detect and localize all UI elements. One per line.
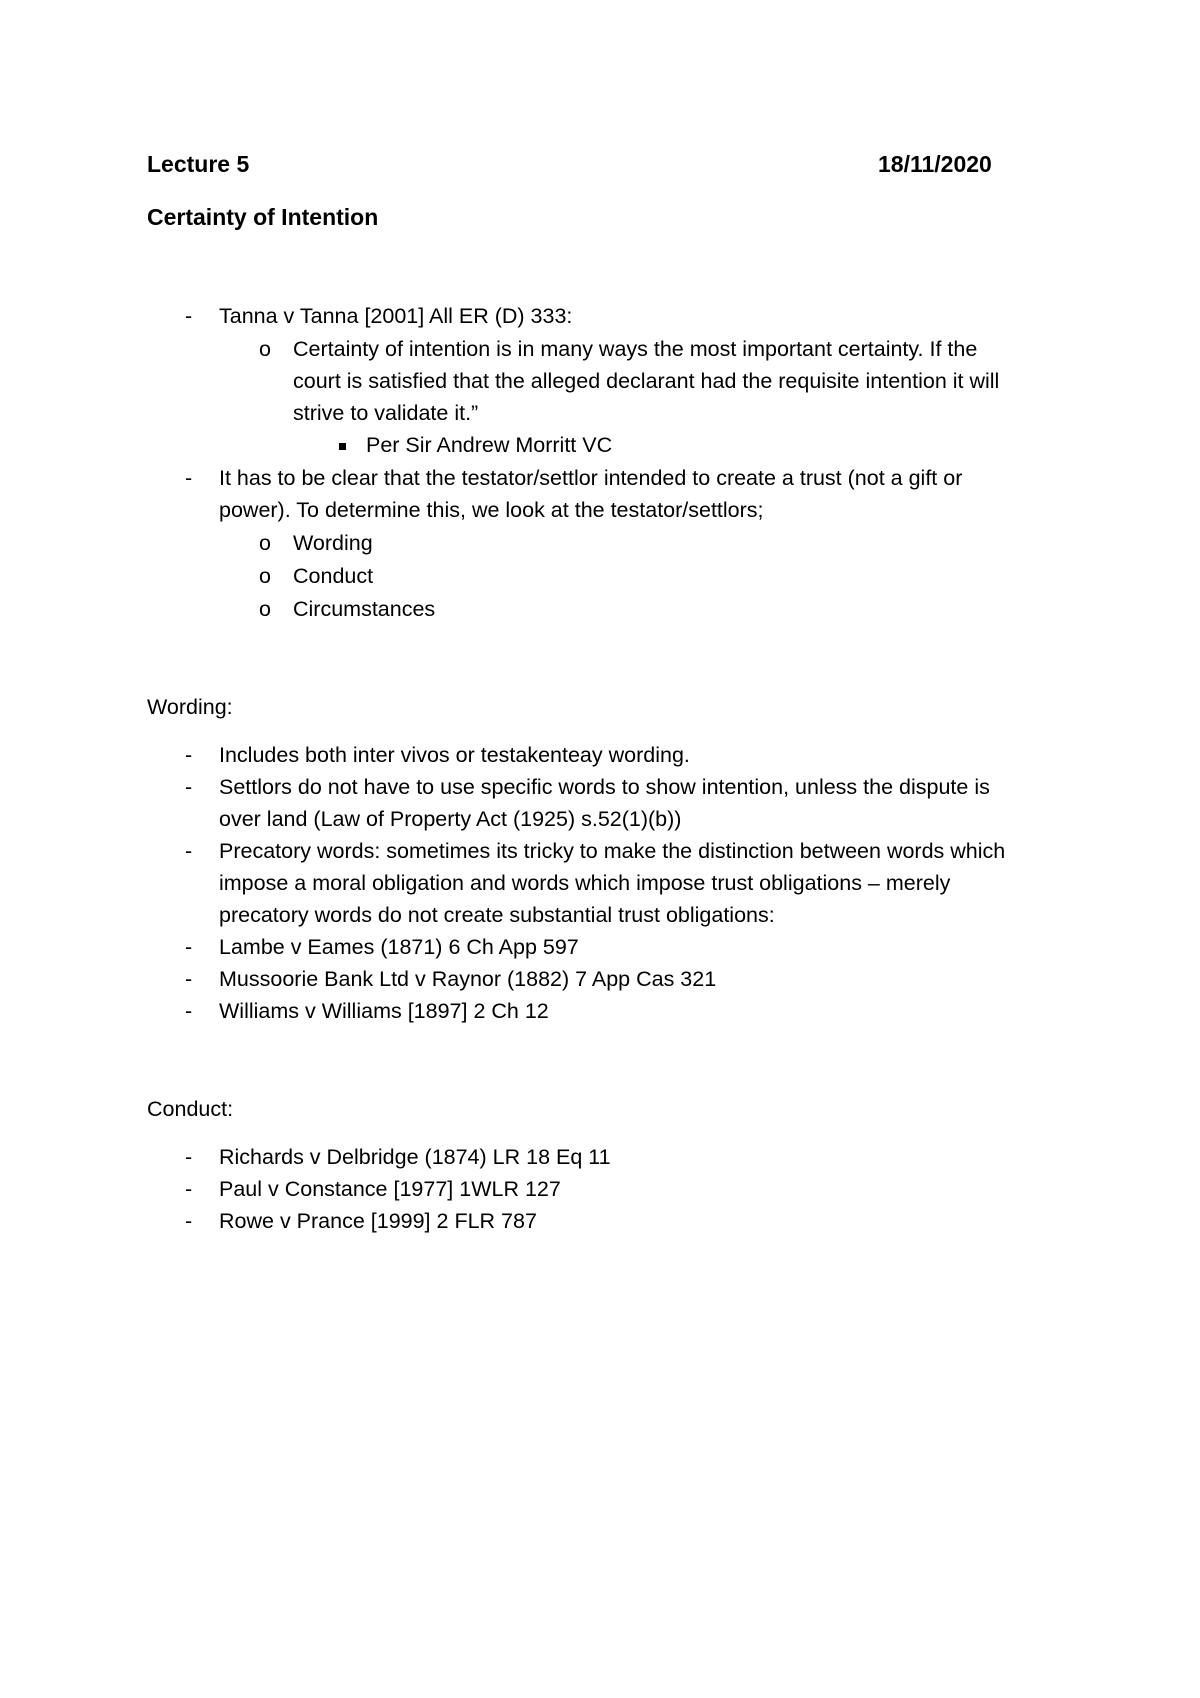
factor-item: Wording	[293, 531, 373, 555]
circle-bullet: o	[259, 564, 271, 588]
text-line: power). To determine this, we look at the testator/settlors;	[219, 498, 764, 522]
dash-bullet: -	[185, 1145, 193, 1169]
wording-item: over land (Law of Property Act (1925) s.52(1)(b))	[219, 807, 682, 831]
section-heading-wording: Wording:	[147, 695, 233, 719]
dash-bullet: -	[185, 999, 193, 1023]
conduct-case: Rowe v Prance [1999] 2 FLR 787	[219, 1209, 537, 1233]
dash-bullet: -	[185, 304, 193, 328]
text-line: It has to be clear that the testator/settlor intended to create a trust (not a gift or	[219, 466, 963, 490]
dash-bullet: -	[185, 967, 193, 991]
quote-line: Certainty of intention is in many ways the most important certainty. If the	[293, 337, 978, 361]
wording-case: Mussoorie Bank Ltd v Raynor (1882) 7 App Cas 321	[219, 967, 717, 991]
conduct-case: Richards v Delbridge (1874) LR 18 Eq 11	[219, 1145, 611, 1169]
dash-bullet: -	[185, 1177, 193, 1201]
page-title: Certainty of Intention	[147, 204, 379, 230]
circle-bullet: o	[259, 531, 271, 555]
square-bullet-icon	[339, 443, 346, 450]
lecture-label: Lecture 5	[147, 151, 250, 177]
dash-bullet: -	[185, 1209, 193, 1233]
dash-bullet: -	[185, 775, 193, 799]
wording-case: Williams v Williams [1897] 2 Ch 12	[219, 999, 549, 1023]
lecture-date: 18/11/2020	[878, 151, 992, 177]
quote-line: strive to validate it.”	[293, 401, 479, 425]
case-citation: Tanna v Tanna [2001] All ER (D) 333:	[219, 304, 573, 328]
factor-item: Circumstances	[293, 597, 436, 621]
wording-item: Settlors do not have to use specific words to show intention, unless the dispute is	[219, 775, 990, 799]
wording-item: Includes both inter vivos or testakenteay wording.	[219, 743, 690, 767]
wording-item: Precatory words: sometimes its tricky to make the distinction between words which	[219, 839, 1006, 863]
dash-bullet: -	[185, 935, 193, 959]
dash-bullet: -	[185, 839, 193, 863]
section-heading-conduct: Conduct:	[147, 1097, 234, 1121]
conduct-case: Paul v Constance [1977] 1WLR 127	[219, 1177, 561, 1201]
wording-item: impose a moral obligation and words which impose trust obligations – merely	[219, 871, 951, 895]
quote-line: court is satisfied that the alleged declarant had the requisite intention it will	[293, 369, 1000, 393]
factor-item: Conduct	[293, 564, 374, 588]
quote-attribution: Per Sir Andrew Morritt VC	[366, 433, 613, 457]
wording-item: precatory words do not create substantial trust obligations:	[219, 903, 775, 927]
circle-bullet: o	[259, 337, 271, 361]
wording-case: Lambe v Eames (1871) 6 Ch App 597	[219, 935, 579, 959]
dash-bullet: -	[185, 743, 193, 767]
circle-bullet: o	[259, 597, 271, 621]
dash-bullet: -	[185, 466, 193, 490]
